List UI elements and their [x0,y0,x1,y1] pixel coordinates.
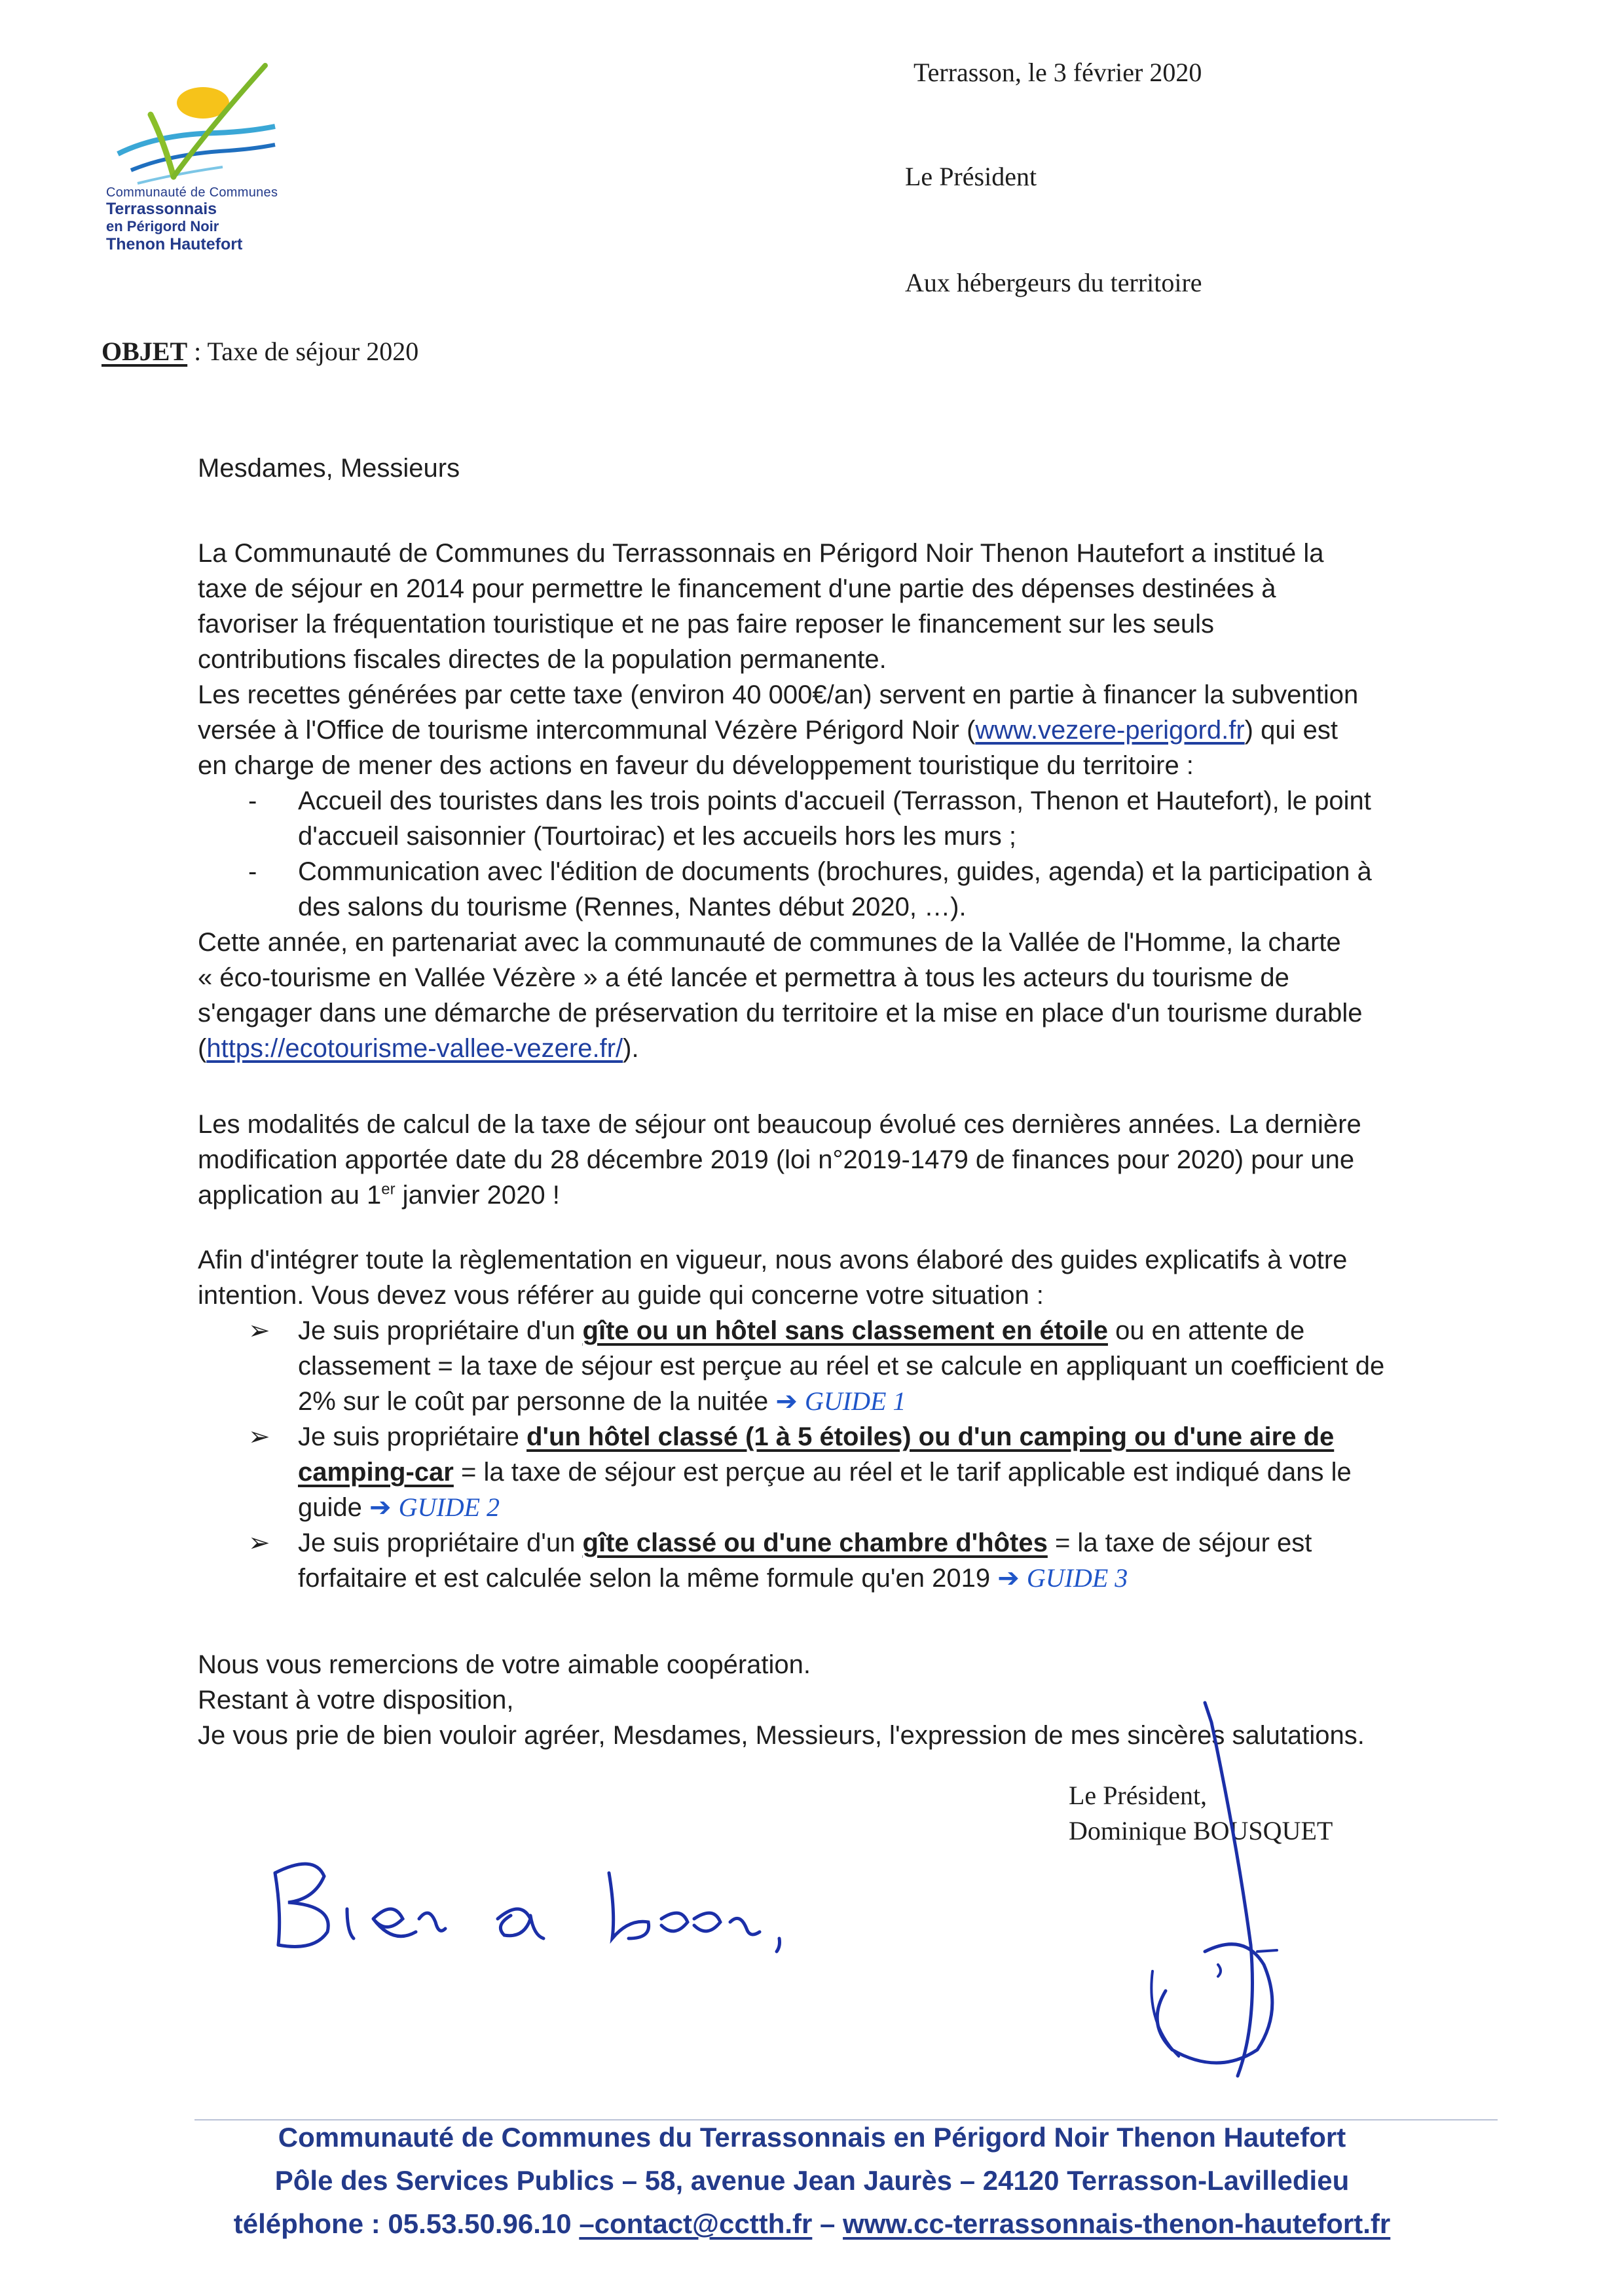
text-line: d'accueil saisonnier (Tourtoirac) et les accueils hors les murs ; [298,822,1016,851]
text-line: des salons du tourisme (Rennes, Nantes début 2020, …). [298,893,967,921]
emphasis: camping-car [298,1458,454,1487]
footer-email-link[interactable]: –contact@cctth.fr [579,2208,813,2239]
subject-label: OBJET [101,337,188,366]
right-arrow-icon: ➔ [775,1386,798,1416]
text-span: Je suis propriétaire d'un [298,1528,583,1557]
text-line: s'engager dans une démarche de préservation du territoire et la mise en place d'un tourisme durable [198,999,1363,1028]
text-line [198,713,1501,748]
text-line: Cette année, en partenariat avec la communauté de communes de la Vallée de l'Homme, la charte [198,928,1341,957]
text-line [198,1031,1501,1066]
list-item [198,783,1501,819]
greeting [198,451,1501,486]
text-line: contributions fiscales directes de la population permanente. [198,645,887,674]
text-span: Accueil des touristes dans les trois points d'accueil (Terrasson, Thenon et Hautefort), le point [298,787,1371,815]
text-span: application au 1 [198,1181,382,1210]
text-span: guide [298,1493,369,1522]
text-span: Je suis propriétaire [298,1422,527,1451]
text-line [198,1561,1501,1596]
text-line: Restant à votre disposition, [198,1686,514,1714]
text-line: favoriser la fréquentation touristique et ne pas faire reposer le financement sur les seuls [198,610,1214,639]
footer-contact [0,2208,1624,2240]
text-span: Communication avec l'édition de documents (brochures, guides, agenda) et la participation à [298,857,1372,886]
signer-title: Le Président, [1069,1781,1208,1810]
logo-text-line-2: Terrassonnais [106,200,217,218]
text-line: « éco-tourisme en Vallée Vézère » a été lancée et permettra à tous les acteurs du tourisme de [198,963,1289,992]
text-line [198,1490,1501,1525]
emphasis: d'un hôtel classé (1 à 5 étoiles) ou d'un camping ou d'une aire de [526,1422,1335,1451]
signature [1107,1683,1382,2102]
text-line [198,1177,1501,1213]
text-span: – [812,2208,843,2239]
dash-bullet: - [248,787,257,815]
text-line: Les recettes générées par cette taxe (environ 40 000€/an) servent en partie à financer la subvention [198,680,1359,709]
guide-3-link[interactable]: GUIDE 3 [1026,1563,1128,1593]
arrow-bullet-icon: ➢ [248,1316,270,1345]
text-span: forfaitaire et est calculée selon la même formule qu'en 2019 [298,1564,998,1593]
greeting-text: Mesdames, Messieurs [198,454,460,483]
text-line: Afin d'intégrer toute la règlementation en vigueur, nous avons élaboré des guides explicatifs à votre [198,1246,1348,1274]
superscript: er [381,1180,396,1198]
subject-text: : Taxe de séjour 2020 [187,337,419,366]
text-line: classement = la taxe de séjour est perçue au réel et se calcule en appliquant un coefficient de [298,1352,1385,1380]
text-span: = la taxe de séjour est perçue au réel et le tarif applicable est indiqué dans le [453,1458,1352,1487]
text-line: Nous vous remercions de votre aimable coopération. [198,1650,811,1679]
handwritten-note [262,1847,825,1965]
text-line: intention. Vous devez vous référer au guide qui concerne votre situation : [198,1281,1044,1310]
text-line: modification apportée date du 28 décembre 2019 (loi n°2019-1479 de finances pour 2020) pour une [198,1145,1355,1174]
ecotourisme-link[interactable]: https://ecotourisme-vallee-vezere.fr/ [206,1034,623,1063]
text-span: Je suis propriétaire d'un [298,1316,583,1345]
list-item [198,854,1501,889]
text-line: Les modalités de calcul de la taxe de séjour ont beaucoup évolué ces dernières années. La dernière [198,1110,1361,1139]
letter-date: Terrasson, le 3 février 2020 [913,58,1202,87]
sender-title: Le Président [905,162,1037,191]
text-line: Je vous prie de bien vouloir agréer, Mesdames, Messieurs, l'expression de mes sincères salutations. [198,1721,1365,1750]
text-span: ). [623,1034,639,1063]
text-line: taxe de séjour en 2014 pour permettre le financement d'une partie des dépenses destinées à [198,574,1276,603]
right-arrow-icon: ➔ [369,1492,392,1523]
text-span: versée à l'Office de tourisme intercommunal Vézère Périgord Noir ( [198,716,976,745]
footer-address: Pôle des Services Publics – 58, avenue Jean Jaurès – 24120 Terrasson-Lavilledieu [274,2165,1350,2196]
arrow-bullet-icon: ➢ [248,1422,270,1451]
recipient: Aux hébergeurs du territoire [905,268,1202,297]
paragraph-guides [198,1242,1501,1596]
guide-1-link[interactable]: GUIDE 1 [805,1386,906,1416]
text-span: ( [198,1034,207,1063]
logo-text-line-3: en Périgord Noir [106,218,219,234]
guide-2-link[interactable]: GUIDE 2 [398,1492,500,1522]
paragraph-modalites [198,1107,1501,1213]
logo-text-line-4: Thenon Hautefort [106,235,243,253]
arrow-bullet-icon: ➢ [248,1528,270,1557]
footer-phone: téléphone : 05.53.50.96.10 [233,2208,580,2239]
footer-org-name: Communauté de Communes du Terrassonnais en Périgord Noir Thenon Hautefort [278,2122,1346,2153]
right-arrow-icon: ➔ [997,1563,1020,1593]
guide-item-1 [198,1313,1501,1348]
subject-line [101,334,418,369]
logo-emblem [111,62,282,187]
footer-website-link[interactable]: www.cc-terrassonnais-thenon-hautefort.fr [843,2208,1391,2239]
guide-item-2 [198,1419,1501,1454]
paragraph-intro [198,536,1501,1066]
text-span: ) qui est [1244,716,1338,745]
dash-bullet: - [248,857,257,886]
emphasis: gîte classé ou d'une chambre d'hôtes [582,1528,1048,1557]
logo [98,62,295,272]
text-line: en charge de mener des actions en faveur du développement touristique du territoire : [198,751,1194,780]
guide-item-3 [198,1525,1501,1561]
emphasis: gîte ou un hôtel sans classement en étoile [582,1316,1108,1345]
text-span: ou en attente de [1107,1316,1305,1345]
vezere-perigord-link[interactable]: www.vezere-perigord.fr [975,716,1245,745]
logo-text-line-1: Communauté de Communes [106,185,278,200]
text-line [198,1384,1501,1419]
text-line [198,1454,1501,1490]
text-span: 2% sur le coût par personne de la nuitée [298,1387,776,1416]
text-span: = la taxe de séjour est [1047,1528,1312,1557]
signer-name: Dominique BOUSQUET [1069,1816,1333,1845]
text-line: La Communauté de Communes du Terrassonnais en Périgord Noir Thenon Hautefort a institué la [198,539,1324,568]
footer-divider [194,2119,1498,2120]
text-span: janvier 2020 ! [395,1181,560,1210]
